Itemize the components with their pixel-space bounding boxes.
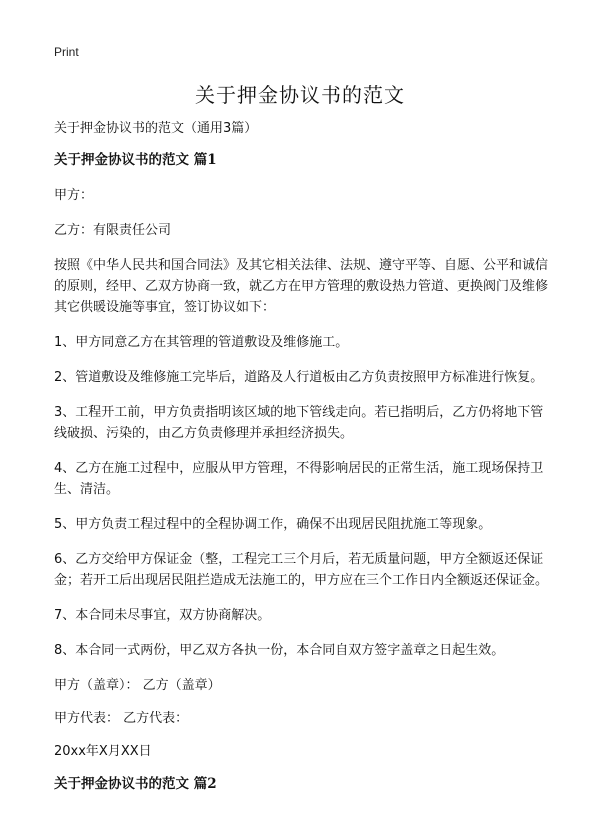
print-link[interactable]: Print — [54, 45, 79, 59]
clause-2: 2、管道敷设及维修施工完毕后，道路及人行道板由乙方负责按照甲方标准进行恢复。 — [54, 370, 544, 385]
party-b-line: 乙方：有限责任公司 — [54, 223, 172, 238]
page-title: 关于押金协议书的范文 — [195, 83, 405, 107]
clause-1: 1、甲方同意乙方在其管理的管道敷设及维修施工。 — [54, 335, 349, 350]
date-line: 20xx年X月XX日 — [54, 744, 152, 759]
intro-paragraph: 按照《中华人民共和国合同法》及其它相关法律、法规、遵守平等、自愿、公平和诚信的原则，经甲、乙双方协商一致，就乙方在甲方管理的敷设热力管道、更换阀门及维修其它供暖设施等事宜，签订协议如下： — [54, 258, 549, 315]
clause-6: 6、乙方交给甲方保证金（整，工程完工三个月后，若无质量问题，甲方全额返还保证金；若开工后出现居民阻拦造成无法施工的，甲方应在三个工作日内全额返还保证金。 — [54, 552, 549, 588]
section-heading-1: 关于押金协议书的范文 篇1 — [54, 152, 217, 168]
section-heading-2: 关于押金协议书的范文 篇2 — [54, 776, 217, 792]
clause-3: 3、工程开工前，甲方负责指明该区域的地下管线走向。若已指明后，乙方仍将地下管线破损、污染的，由乙方负责修理并承担经济损失。 — [54, 405, 544, 441]
document-subtitle: 关于押金协议书的范文（通用3篇） — [54, 121, 258, 136]
document-body — [54, 118, 554, 809]
clause-5: 5、甲方负责工程过程中的全程协调工作，确保不出现居民阻扰施工等现象。 — [54, 517, 492, 532]
clause-7: 7、本合同未尽事宜，双方协商解决。 — [54, 608, 271, 623]
party-a-line: 甲方： — [54, 188, 94, 203]
seal-line: 甲方（盖章）： 乙方（盖章） — [54, 678, 221, 693]
clause-4: 4、乙方在施工过程中，应服从甲方管理，不得影响居民的正常生活，施工现场保持卫生、清洁。 — [54, 461, 544, 497]
representative-line: 甲方代表： 乙方代表： — [54, 711, 189, 726]
clause-8: 8、本合同一式两份，甲乙双方各执一份，本合同自双方签字盖章之日起生效。 — [54, 643, 505, 658]
